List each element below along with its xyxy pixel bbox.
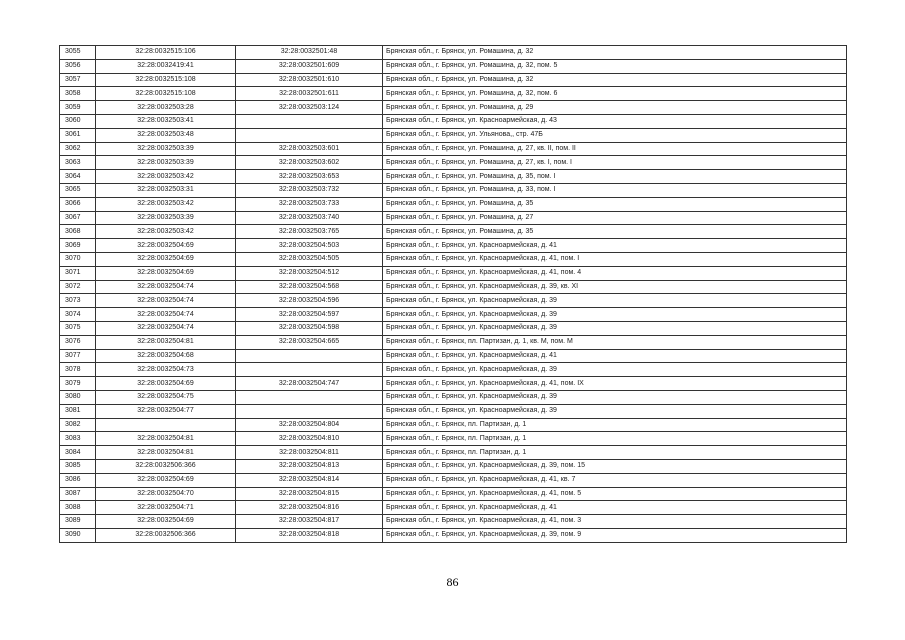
table-row	[60, 73, 847, 87]
address-cell: Брянская обл., г. Брянск, пл. Партизан, д. 1	[383, 432, 847, 446]
parcel-cadastral-number-cell: 32:28:0032503:28	[96, 101, 236, 115]
object-cadastral-number-cell: 32:28:0032503:733	[236, 197, 383, 211]
table-row	[60, 349, 847, 363]
table-row	[60, 280, 847, 294]
row-number-cell: 3072	[60, 280, 96, 294]
table-row	[60, 390, 847, 404]
row-number-cell: 3071	[60, 266, 96, 280]
row-number-cell: 3084	[60, 446, 96, 460]
table-row	[60, 487, 847, 501]
address-cell: Брянская обл., г. Брянск, ул. Красноармейская, д. 41	[383, 349, 847, 363]
parcel-cadastral-number-cell: 32:28:0032504:69	[96, 266, 236, 280]
object-cadastral-number-cell	[236, 363, 383, 377]
object-cadastral-number-cell: 32:28:0032504:813	[236, 459, 383, 473]
address-cell: Брянская обл., г. Брянск, ул. Ромашина, д. 27, кв. I, пом. I	[383, 156, 847, 170]
object-cadastral-number-cell: 32:28:0032504:811	[236, 446, 383, 460]
table-row	[60, 252, 847, 266]
row-number-cell: 3079	[60, 377, 96, 391]
row-number-cell: 3073	[60, 294, 96, 308]
object-cadastral-number-cell: 32:28:0032503:602	[236, 156, 383, 170]
address-cell: Брянская обл., г. Брянск, ул. Ромашина, д. 27, кв. II, пом. II	[383, 142, 847, 156]
address-cell: Брянская обл., г. Брянск, ул. Ромашина, д. 35	[383, 225, 847, 239]
parcel-cadastral-number-cell: 32:28:0032504:74	[96, 321, 236, 335]
row-number-cell: 3068	[60, 225, 96, 239]
row-number-cell: 3058	[60, 87, 96, 101]
parcel-cadastral-number-cell: 32:28:0032504:75	[96, 390, 236, 404]
address-cell: Брянская обл., г. Брянск, ул. Красноармейская, д. 39	[383, 390, 847, 404]
object-cadastral-number-cell: 32:28:0032501:611	[236, 87, 383, 101]
table-row	[60, 432, 847, 446]
object-cadastral-number-cell	[236, 390, 383, 404]
table-row	[60, 46, 847, 60]
object-cadastral-number-cell: 32:28:0032504:505	[236, 252, 383, 266]
parcel-cadastral-number-cell: 32:28:0032504:81	[96, 432, 236, 446]
object-cadastral-number-cell: 32:28:0032504:568	[236, 280, 383, 294]
address-cell: Брянская обл., г. Брянск, ул. Ромашина, д. 29	[383, 101, 847, 115]
address-cell: Брянская обл., г. Брянск, пл. Партизан, д. 1	[383, 418, 847, 432]
table-row	[60, 459, 847, 473]
address-cell: Брянская обл., г. Брянск, ул. Ромашина, д. 32, пом. 6	[383, 87, 847, 101]
address-cell: Брянская обл., г. Брянск, ул. Красноармейская, д. 39	[383, 294, 847, 308]
object-cadastral-number-cell: 32:28:0032503:740	[236, 211, 383, 225]
object-cadastral-number-cell: 32:28:0032504:597	[236, 308, 383, 322]
object-cadastral-number-cell: 32:28:0032503:732	[236, 183, 383, 197]
address-cell: Брянская обл., г. Брянск, ул. Ульянова,, стр. 47Б	[383, 128, 847, 142]
table-row	[60, 239, 847, 253]
address-cell: Брянская обл., г. Брянск, ул. Красноармейская, д. 41, пом. I	[383, 252, 847, 266]
parcel-cadastral-number-cell: 32:28:0032503:39	[96, 142, 236, 156]
table-row	[60, 446, 847, 460]
object-cadastral-number-cell: 32:28:0032504:817	[236, 515, 383, 529]
table-row	[60, 377, 847, 391]
parcel-cadastral-number-cell: 32:28:0032504:69	[96, 515, 236, 529]
table-row	[60, 142, 847, 156]
table-row	[60, 321, 847, 335]
address-cell: Брянская обл., г. Брянск, ул. Красноармейская, д. 41, пом. 4	[383, 266, 847, 280]
parcel-cadastral-number-cell: 32:28:0032419:41	[96, 59, 236, 73]
parcel-cadastral-number-cell: 32:28:0032504:73	[96, 363, 236, 377]
object-cadastral-number-cell	[236, 349, 383, 363]
address-cell: Брянская обл., г. Брянск, ул. Красноармейская, д. 39, пом. 9	[383, 528, 847, 542]
row-number-cell: 3060	[60, 114, 96, 128]
parcel-cadastral-number-cell: 32:28:0032503:48	[96, 128, 236, 142]
address-cell: Брянская обл., г. Брянск, ул. Красноармейская, д. 41, пом. IX	[383, 377, 847, 391]
row-number-cell: 3077	[60, 349, 96, 363]
cadastral-register-table	[59, 45, 847, 543]
parcel-cadastral-number-cell: 32:28:0032504:69	[96, 473, 236, 487]
object-cadastral-number-cell: 32:28:0032504:512	[236, 266, 383, 280]
parcel-cadastral-number-cell: 32:28:0032504:77	[96, 404, 236, 418]
parcel-cadastral-number-cell: 32:28:0032504:69	[96, 377, 236, 391]
address-cell: Брянская обл., г. Брянск, ул. Красноармейская, д. 39, пом. 15	[383, 459, 847, 473]
table-row	[60, 183, 847, 197]
row-number-cell: 3067	[60, 211, 96, 225]
address-cell: Брянская обл., г. Брянск, ул. Красноармейская, д. 39, кв. XI	[383, 280, 847, 294]
address-cell: Брянская обл., г. Брянск, ул. Красноармейская, д. 41, пом. 5	[383, 487, 847, 501]
page-number: 86	[446, 575, 459, 589]
address-cell: Брянская обл., г. Брянск, пл. Партизан, д. 1, кв. М, пом. М	[383, 335, 847, 349]
address-cell: Брянская обл., г. Брянск, ул. Ромашина, д. 32, пом. 5	[383, 59, 847, 73]
parcel-cadastral-number-cell: 32:28:0032504:70	[96, 487, 236, 501]
address-cell: Брянская обл., г. Брянск, ул. Ромашина, д. 35	[383, 197, 847, 211]
table-row	[60, 114, 847, 128]
parcel-cadastral-number-cell: 32:28:0032503:41	[96, 114, 236, 128]
parcel-cadastral-number-cell: 32:28:0032504:71	[96, 501, 236, 515]
object-cadastral-number-cell: 32:28:0032501:609	[236, 59, 383, 73]
address-cell: Брянская обл., г. Брянск, пл. Партизан, д. 1	[383, 446, 847, 460]
address-cell: Брянская обл., г. Брянск, ул. Красноармейская, д. 43	[383, 114, 847, 128]
object-cadastral-number-cell	[236, 114, 383, 128]
table-row	[60, 501, 847, 515]
table-row	[60, 515, 847, 529]
object-cadastral-number-cell: 32:28:0032503:124	[236, 101, 383, 115]
table-row	[60, 418, 847, 432]
object-cadastral-number-cell: 32:28:0032504:816	[236, 501, 383, 515]
row-number-cell: 3064	[60, 170, 96, 184]
parcel-cadastral-number-cell: 32:28:0032504:74	[96, 294, 236, 308]
parcel-cadastral-number-cell: 32:28:0032503:42	[96, 225, 236, 239]
parcel-cadastral-number-cell: 32:28:0032504:74	[96, 280, 236, 294]
object-cadastral-number-cell: 32:28:0032501:48	[236, 46, 383, 60]
table-row	[60, 170, 847, 184]
parcel-cadastral-number-cell: 32:28:0032515:106	[96, 46, 236, 60]
parcel-cadastral-number-cell: 32:28:0032503:31	[96, 183, 236, 197]
table-row	[60, 156, 847, 170]
row-number-cell: 3087	[60, 487, 96, 501]
row-number-cell: 3074	[60, 308, 96, 322]
object-cadastral-number-cell: 32:28:0032503:601	[236, 142, 383, 156]
address-cell: Брянская обл., г. Брянск, ул. Красноармейская, д. 41, кв. 7	[383, 473, 847, 487]
table-row	[60, 363, 847, 377]
object-cadastral-number-cell: 32:28:0032504:818	[236, 528, 383, 542]
table-row	[60, 211, 847, 225]
parcel-cadastral-number-cell: 32:28:0032504:69	[96, 252, 236, 266]
row-number-cell: 3063	[60, 156, 96, 170]
table-row	[60, 197, 847, 211]
object-cadastral-number-cell: 32:28:0032504:596	[236, 294, 383, 308]
table-row	[60, 59, 847, 73]
row-number-cell: 3057	[60, 73, 96, 87]
object-cadastral-number-cell: 32:28:0032501:610	[236, 73, 383, 87]
object-cadastral-number-cell: 32:28:0032504:598	[236, 321, 383, 335]
parcel-cadastral-number-cell: 32:28:0032504:81	[96, 335, 236, 349]
address-cell: Брянская обл., г. Брянск, ул. Красноармейская, д. 41, пом. 3	[383, 515, 847, 529]
address-cell: Брянская обл., г. Брянск, ул. Ромашина, д. 32	[383, 46, 847, 60]
row-number-cell: 3082	[60, 418, 96, 432]
address-cell: Брянская обл., г. Брянск, ул. Красноармейская, д. 41	[383, 239, 847, 253]
address-cell: Брянская обл., г. Брянск, ул. Красноармейская, д. 39	[383, 404, 847, 418]
address-cell: Брянская обл., г. Брянск, ул. Ромашина, д. 27	[383, 211, 847, 225]
parcel-cadastral-number-cell: 32:28:0032503:42	[96, 197, 236, 211]
table-row	[60, 266, 847, 280]
table-row	[60, 473, 847, 487]
row-number-cell: 3083	[60, 432, 96, 446]
row-number-cell: 3089	[60, 515, 96, 529]
row-number-cell: 3081	[60, 404, 96, 418]
parcel-cadastral-number-cell: 32:28:0032503:42	[96, 170, 236, 184]
parcel-cadastral-number-cell: 32:28:0032504:81	[96, 446, 236, 460]
object-cadastral-number-cell: 32:28:0032504:747	[236, 377, 383, 391]
address-cell: Брянская обл., г. Брянск, ул. Красноармейская, д. 39	[383, 363, 847, 377]
parcel-cadastral-number-cell: 32:28:0032515:108	[96, 73, 236, 87]
table-row	[60, 101, 847, 115]
table-row	[60, 87, 847, 101]
row-number-cell: 3061	[60, 128, 96, 142]
parcel-cadastral-number-cell	[96, 418, 236, 432]
row-number-cell: 3086	[60, 473, 96, 487]
address-cell: Брянская обл., г. Брянск, ул. Ромашина, д. 33, пом. I	[383, 183, 847, 197]
object-cadastral-number-cell: 32:28:0032504:665	[236, 335, 383, 349]
table-row	[60, 335, 847, 349]
object-cadastral-number-cell: 32:28:0032503:765	[236, 225, 383, 239]
address-cell: Брянская обл., г. Брянск, ул. Ромашина, д. 32	[383, 73, 847, 87]
address-cell: Брянская обл., г. Брянск, ул. Красноармейская, д. 39	[383, 321, 847, 335]
address-cell: Брянская обл., г. Брянск, ул. Красноармейская, д. 41	[383, 501, 847, 515]
object-cadastral-number-cell: 32:28:0032503:653	[236, 170, 383, 184]
object-cadastral-number-cell: 32:28:0032504:804	[236, 418, 383, 432]
row-number-cell: 3080	[60, 390, 96, 404]
row-number-cell: 3066	[60, 197, 96, 211]
parcel-cadastral-number-cell: 32:28:0032504:68	[96, 349, 236, 363]
row-number-cell: 3085	[60, 459, 96, 473]
row-number-cell: 3056	[60, 59, 96, 73]
object-cadastral-number-cell	[236, 128, 383, 142]
parcel-cadastral-number-cell: 32:28:0032504:74	[96, 308, 236, 322]
parcel-cadastral-number-cell: 32:28:0032515:108	[96, 87, 236, 101]
row-number-cell: 3059	[60, 101, 96, 115]
object-cadastral-number-cell: 32:28:0032504:815	[236, 487, 383, 501]
row-number-cell: 3069	[60, 239, 96, 253]
row-number-cell: 3078	[60, 363, 96, 377]
row-number-cell: 3076	[60, 335, 96, 349]
row-number-cell: 3090	[60, 528, 96, 542]
table-row	[60, 528, 847, 542]
table-row	[60, 128, 847, 142]
parcel-cadastral-number-cell: 32:28:0032503:39	[96, 156, 236, 170]
address-cell: Брянская обл., г. Брянск, ул. Ромашина, д. 35, пом. I	[383, 170, 847, 184]
table-row	[60, 225, 847, 239]
table-row	[60, 308, 847, 322]
row-number-cell: 3075	[60, 321, 96, 335]
row-number-cell: 3088	[60, 501, 96, 515]
object-cadastral-number-cell	[236, 404, 383, 418]
parcel-cadastral-number-cell: 32:28:0032504:69	[96, 239, 236, 253]
object-cadastral-number-cell: 32:28:0032504:810	[236, 432, 383, 446]
row-number-cell: 3062	[60, 142, 96, 156]
row-number-cell: 3055	[60, 46, 96, 60]
parcel-cadastral-number-cell: 32:28:0032503:39	[96, 211, 236, 225]
parcel-cadastral-number-cell: 32:28:0032506:366	[96, 459, 236, 473]
row-number-cell: 3070	[60, 252, 96, 266]
row-number-cell: 3065	[60, 183, 96, 197]
register-table-body	[60, 46, 847, 543]
table-row	[60, 404, 847, 418]
object-cadastral-number-cell: 32:28:0032504:503	[236, 239, 383, 253]
table-row	[60, 294, 847, 308]
address-cell: Брянская обл., г. Брянск, ул. Красноармейская, д. 39	[383, 308, 847, 322]
object-cadastral-number-cell: 32:28:0032504:814	[236, 473, 383, 487]
parcel-cadastral-number-cell: 32:28:0032506:366	[96, 528, 236, 542]
